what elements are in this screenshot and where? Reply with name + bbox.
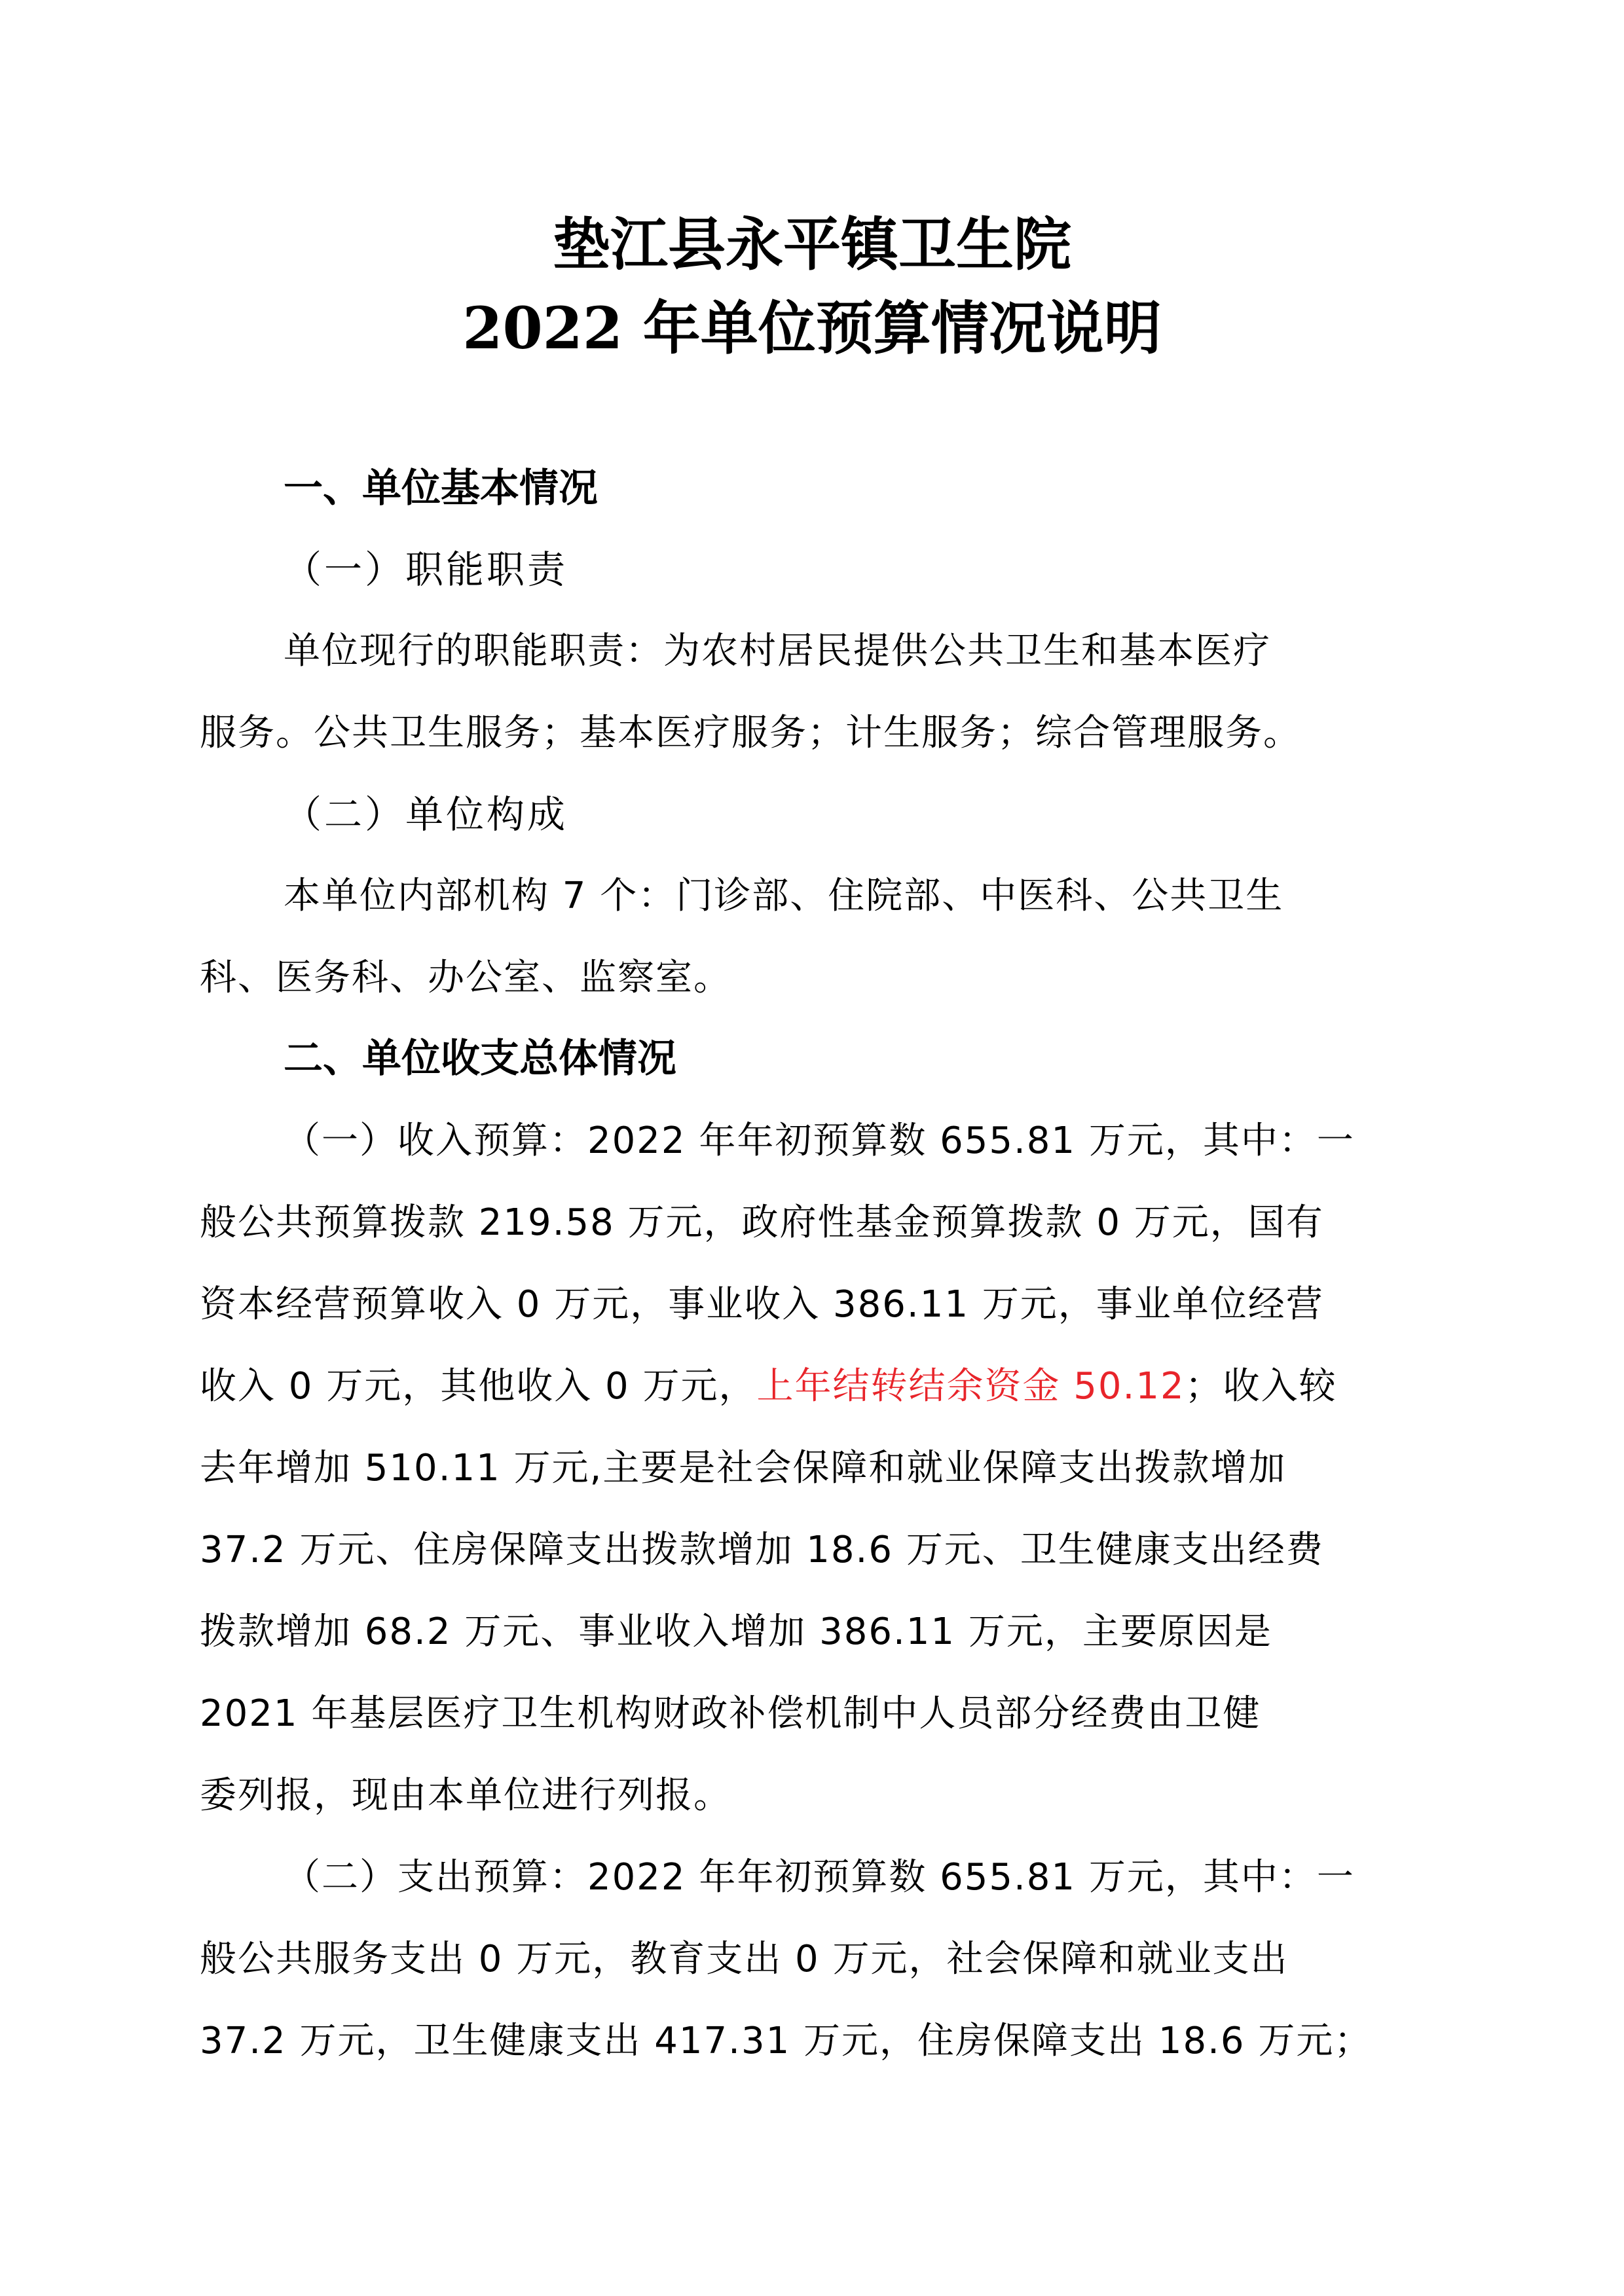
income-line-text: 收入 0 万元，其他收入 0 万元， bbox=[200, 1365, 757, 1408]
carryover-highlight: 上年结转结余资金 50.12 bbox=[756, 1365, 1185, 1408]
section1-sub2-line: 科、医务科、办公室、监察室。 bbox=[200, 957, 731, 999]
income-line: 般公共预算拨款 219.58 万元，政府性基金预算拨款 0 万元，国有 bbox=[200, 1201, 1324, 1244]
income-line: 去年增加 510.11 万元,主要是社会保障和就业保障支出拨款增加 bbox=[200, 1447, 1287, 1489]
income-line: 委列报，现由本单位进行列报。 bbox=[200, 1774, 731, 1817]
expense-line: 般公共服务支出 0 万元，教育支出 0 万元，社会保障和就业支出 bbox=[200, 1938, 1289, 1980]
document-title-line1: 垫江县永平镇卫生院 bbox=[552, 210, 1071, 278]
section1-sub1-line: 服务。公共卫生服务；基本医疗服务；计生服务；综合管理服务。 bbox=[200, 712, 1301, 754]
section1-sub2-label: （二）单位构成 bbox=[284, 792, 568, 837]
expense-line: （二）支出预算：2022 年年初预算数 655.81 万元，其中：一 bbox=[284, 1856, 1355, 1899]
income-line: 资本经营预算收入 0 万元，事业收入 386.11 万元，事业单位经营 bbox=[200, 1283, 1324, 1326]
income-line: 2021 年基层医疗卫生机构财政补偿机制中人员部分经费由卫健 bbox=[200, 1692, 1261, 1735]
income-line-text: ；收入较 bbox=[1185, 1365, 1337, 1408]
document-title-line2: 2022 年单位预算情况说明 bbox=[462, 294, 1162, 362]
income-line: 37.2 万元、住房保障支出拨款增加 18.6 万元、卫生健康支出经费 bbox=[200, 1529, 1324, 1571]
income-line: 拨款增加 68.2 万元、事业收入增加 386.11 万元，主要原因是 bbox=[200, 1611, 1272, 1653]
section1-sub2-line: 本单位内部机构 7 个：门诊部、住院部、中医科、公共卫生 bbox=[284, 875, 1284, 917]
income-line: （一）收入预算：2022 年年初预算数 655.81 万元，其中：一 bbox=[284, 1120, 1355, 1162]
expense-line: 37.2 万元，卫生健康支出 417.31 万元，住房保障支出 18.6 万元； bbox=[200, 2020, 1373, 2062]
section1-heading: 一、单位基本情况 bbox=[284, 465, 598, 511]
section2-heading: 二、单位收支总体情况 bbox=[284, 1036, 676, 1082]
income-line bbox=[200, 1360, 1337, 1413]
section1-sub1-label: （一）职能职责 bbox=[284, 547, 568, 592]
section1-sub1-line: 单位现行的职能职责：为农村居民提供公共卫生和基本医疗 bbox=[284, 630, 1271, 672]
